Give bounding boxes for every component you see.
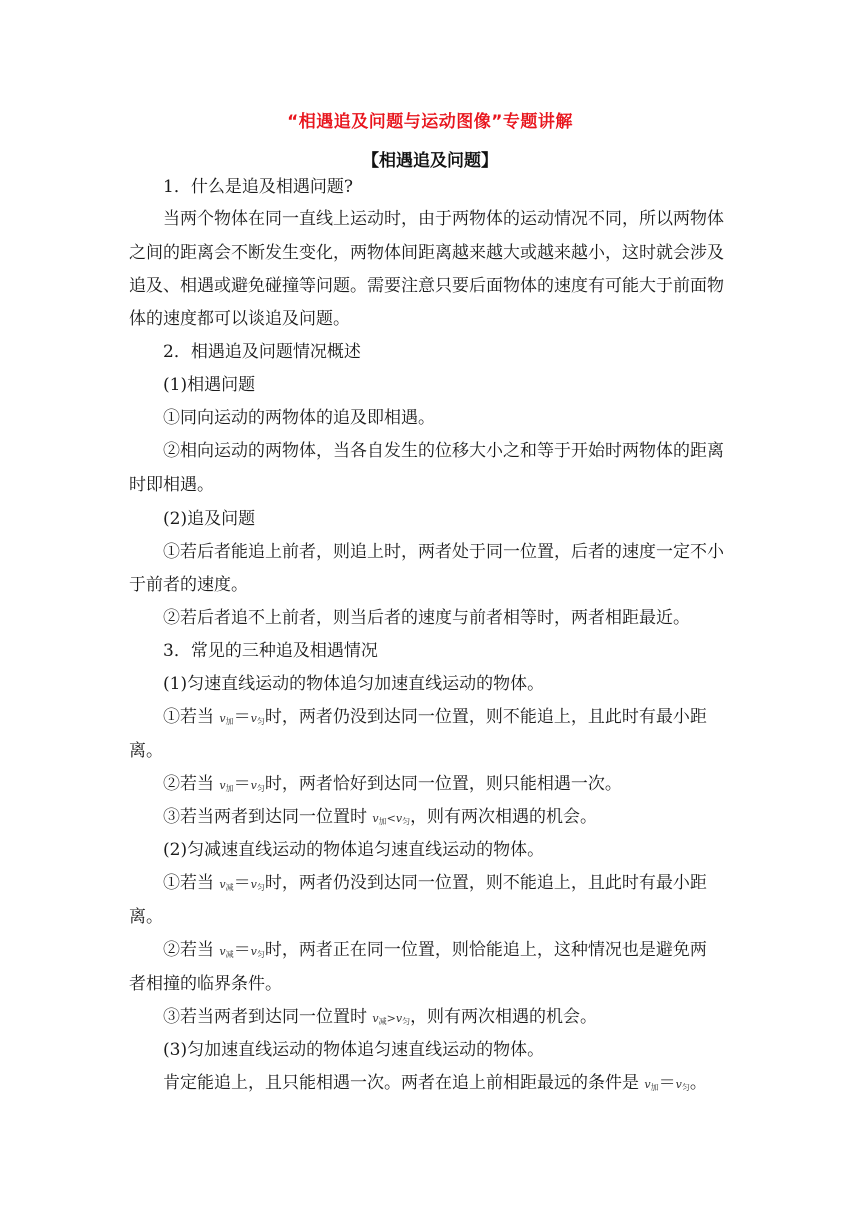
text-run: 时，两者仍没到达同一位置，则不能追上，且此时有最小距 <box>264 873 707 893</box>
velocity-symbol: v <box>372 812 379 825</box>
paragraph-line <box>163 1072 707 1099</box>
subscript: 减 <box>225 950 234 959</box>
subsection-heading: (1)相遇问题 <box>163 375 256 395</box>
subsection-heading: (3)匀加速直线运动的物体追匀速直线运动的物体。 <box>163 1040 545 1060</box>
velocity-symbol: v <box>395 812 403 825</box>
paragraph-line <box>163 706 707 733</box>
text-run: 时，两者正在同一位置，则恰能追上，这种情况也是避免两 <box>264 940 707 960</box>
subscript: 匀 <box>402 817 411 826</box>
paragraph-line: 者相撞的临界条件。 <box>129 974 282 994</box>
paragraph-line <box>163 939 707 966</box>
paragraph-line: ②若后者追不上前者，则当后者的速度与前者相等时，两者相距最近。 <box>163 608 690 628</box>
paragraph-line: ②相向运动的两物体，当各自发生的位移大小之和等于开始时两物体的距离 <box>163 441 724 461</box>
velocity-symbol: v <box>372 1012 379 1025</box>
paragraph-line: 于前者的速度。 <box>129 575 248 595</box>
text-run: 肯定能追上，且只能相遇一次。两者在追上前相距最远的条件是 <box>163 1073 639 1093</box>
velocity-symbol: v <box>219 712 226 725</box>
text-run: ①若当 <box>163 707 214 727</box>
question-heading: 2．相遇追及问题情况概述 <box>163 342 361 362</box>
operator: > <box>386 1012 396 1025</box>
subscript: 匀 <box>681 1083 690 1092</box>
velocity-symbol: v <box>219 878 226 891</box>
operator: ＝ <box>658 1073 676 1093</box>
velocity-symbol: v <box>250 779 257 792</box>
operator: ＝ <box>233 774 251 794</box>
subscript: 减 <box>378 1017 387 1026</box>
subscript: 加 <box>650 1083 659 1092</box>
operator: ＝ <box>233 873 251 893</box>
paragraph-line <box>163 1006 597 1033</box>
subscript: 匀 <box>256 784 265 793</box>
paragraph-line <box>163 773 622 800</box>
paragraph-line <box>163 872 707 899</box>
subscript: 匀 <box>256 950 265 959</box>
subscript: 匀 <box>256 883 265 892</box>
text-run: ③若当两者到达同一位置时 <box>163 807 367 827</box>
velocity-symbol: v <box>250 712 257 725</box>
paragraph-line: 体的速度都可以谈追及问题。 <box>129 309 350 329</box>
subsection-heading: (2)匀减速直线运动的物体追匀速直线运动的物体。 <box>163 840 545 860</box>
operator: < <box>386 812 396 825</box>
section-heading: 【相遇追及问题】 <box>362 151 498 171</box>
paragraph-line: 离。 <box>129 907 163 927</box>
paragraph-line: 追及、相遇或避免碰撞等问题。需要注意只要后面物体的速度有可能大于前面物 <box>129 276 724 296</box>
subscript: 加 <box>225 717 234 726</box>
operator: ＝ <box>233 940 251 960</box>
velocity-symbol: v <box>395 1012 403 1025</box>
text-run: ①若当 <box>163 873 214 893</box>
subscript: 加 <box>225 784 234 793</box>
velocity-symbol: v <box>250 878 257 891</box>
velocity-symbol: v <box>644 1078 651 1091</box>
paragraph-line: 当两个物体在同一直线上运动时，由于两物体的运动情况不同，所以两物体 <box>163 209 724 229</box>
text-run: 时，两者仍没到达同一位置，则不能追上，且此时有最小距 <box>264 707 707 727</box>
velocity-symbol: v <box>250 945 257 958</box>
text-run: ②若当 <box>163 940 214 960</box>
paragraph-line: 离。 <box>129 741 163 761</box>
paragraph-line: 之间的距离会不断发生变化，两物体间距离越来越大或越来越小，这时就会涉及 <box>129 243 724 263</box>
subscript: 匀 <box>402 1017 411 1026</box>
subscript: 减 <box>225 883 234 892</box>
paragraph-line: ①同向运动的两物体的追及即相遇。 <box>163 408 435 428</box>
paragraph-line: 时即相遇。 <box>129 475 214 495</box>
text-run: ②若当 <box>163 774 214 794</box>
subscript: 加 <box>378 817 387 826</box>
text-run: ，则有两次相遇的机会。 <box>410 1007 598 1027</box>
velocity-symbol: v <box>675 1078 682 1091</box>
text-run: ，则有两次相遇的机会。 <box>410 807 598 827</box>
subscript: 匀 <box>256 717 265 726</box>
subsection-heading: (2)追及问题 <box>163 509 256 529</box>
operator: ＝ <box>233 707 251 727</box>
text-run: 。 <box>689 1073 707 1093</box>
velocity-symbol: v <box>219 779 226 792</box>
velocity-symbol: v <box>219 945 226 958</box>
text-run: ③若当两者到达同一位置时 <box>163 1007 367 1027</box>
document-title: “相遇追及问题与运动图像”专题讲解 <box>287 112 573 132</box>
paragraph-line <box>163 806 597 833</box>
subsection-heading: (1)匀速直线运动的物体追匀加速直线运动的物体。 <box>163 674 545 694</box>
paragraph-line: ①若后者能追上前者，则追上时，两者处于同一位置，后者的速度一定不小 <box>163 542 724 562</box>
question-heading: 3．常见的三种追及相遇情况 <box>163 641 378 661</box>
question-heading: 1．什么是追及相遇问题? <box>163 177 353 197</box>
text-run: 时，两者恰好到达同一位置，则只能相遇一次。 <box>264 774 622 794</box>
